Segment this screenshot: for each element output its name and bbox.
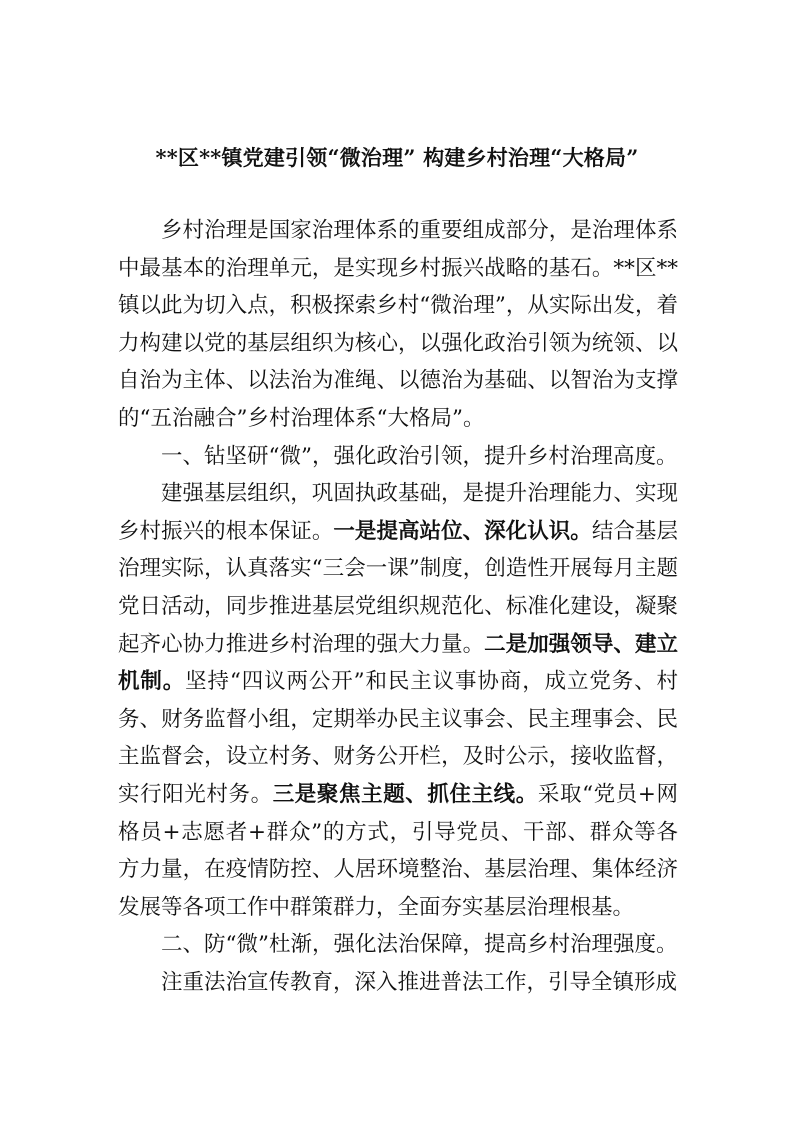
document-title: **区**镇党建引领“微治理” 构建乡村治理“大格局” (155, 145, 639, 170)
heading-text: 二、防“微”杜渐，强化法治保障，提高乡村治理强度。 (161, 932, 678, 958)
paragraph-text: 采取“党员+网格员+志愿者+群众”的方式，引导党员、干部、群众等各方力量，在疫情防控、人居环境整治、基层治理、集体经济发展等各项工作中群策群力，全面夯实基层治理根基。 (118, 781, 678, 920)
paragraph-section-2 (118, 964, 678, 1002)
paragraph-text: 坚持“四议两公开”和民主议事协商，成立党务、村务、财务监督小组，定期举办民主议事会、民主理事会、民主监督会，设立村务、财务公开栏，及时公示，接收监督，实行阳光村务。 (118, 669, 678, 807)
bold-keypoint-3: 三是聚焦主题、抓住主线。 (272, 781, 538, 807)
paragraph-section-1 (118, 475, 678, 926)
paragraph-text: 乡村治理是国家治理体系的重要组成部分，是治理体系中最基本的治理单元，是实现乡村振兴战略的基石。**区**镇以此为切入点，积极探索乡村“微治理”，从实际出发，着力构建以党的基层组织为核心，以强化政治引领为统领、以自治为主体、以法治为准绳、以德治为基础、以智治为支撑的“五治融合”乡村治理体系“大格局”。 (118, 218, 678, 431)
paragraph-text: 结合基层治理实际，认真落实“三会一课”制度，创造性开展每月主题党日活动，同步推进基层党组织规范化、标准化建设，凝聚起齐心协力推进乡村治理的强大力量。 (118, 518, 678, 657)
paragraph-text: 注重法治宣传教育，深入推进普法工作，引导全镇形成 (161, 969, 678, 995)
document-body (118, 212, 678, 1001)
bold-keypoint-1: 一是提高站位、深化认识。 (333, 518, 592, 544)
section-heading-1 (118, 438, 678, 476)
section-heading-2 (118, 926, 678, 964)
paragraph-text: 建强基层组织，巩固执政基础，是提升治理能力、实现乡村振兴的根本保证。 (118, 481, 678, 544)
paragraph-intro (118, 212, 678, 438)
heading-text: 一、钻坚研“微”，强化政治引领，提升乡村治理高度。 (161, 443, 678, 469)
bold-keypoint-2: 二是加强领导、建立机制。 (118, 631, 678, 695)
